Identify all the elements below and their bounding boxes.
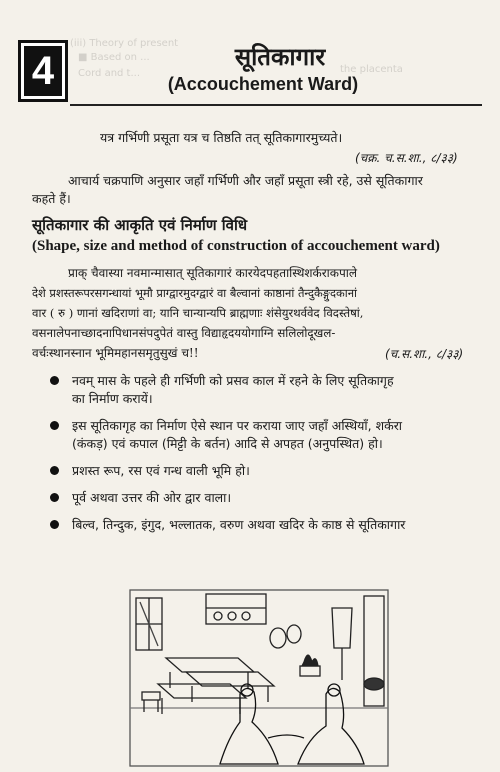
list-item: प्रशस्त रूप, रस एवं गन्ध वाली भूमि हो। — [50, 462, 480, 480]
section-heading-hindi: सूतिकागार की आकृति एवं निर्माण विधि — [32, 216, 248, 234]
verse-2-line: वर्चःस्थानस्नान भूमिमहानसमृतुसुखं च!! — [32, 346, 199, 360]
section-heading-english: (Shape, size and method of construction of accouchement ward) — [32, 238, 440, 254]
bullet-icon — [50, 493, 59, 502]
intro-paragraph-line: कहते हैं। — [32, 191, 71, 206]
bullet-icon — [50, 421, 59, 430]
list-item: पूर्व अथवा उत्तर की ओर द्वार वाला। — [50, 489, 480, 507]
verse-2-line: प्राक् चैवास्या नवमान्मासात् सूतिकागारं कारयेदपहतास्थिशर्कराकपाले — [68, 266, 358, 280]
verse-2-line: वार ( रु ) णानां खदिराणां वा; यानि चान्यान्यपि ब्राह्मणाः शंसेयुरथर्ववेद विदस्तेषां, — [32, 306, 364, 320]
bullet-icon — [50, 466, 59, 475]
chapter-title-hindi: सूतिकागार — [234, 42, 326, 71]
intro-paragraph-line: आचार्य चक्रपाणि अनुसार जहाँ गर्भिणी और जहाँ प्रसूता स्त्री रहे, उसे सूतिकागार — [68, 173, 423, 188]
accouchement-ward-illustration — [128, 588, 390, 768]
chapter-number-badge: 4 — [18, 40, 68, 102]
verse-2-reference: (च.स.शा., ८/३३) — [385, 347, 464, 361]
list-item: बिल्व, तिन्दुक, इंगुद, भल्लातक, वरुण अथवा खदिर के काष्ठ से सूतिकागार — [50, 516, 480, 534]
bullet-icon — [50, 520, 59, 529]
verse-1-text: यत्र गर्भिणी प्रसूता यत्र च तिष्ठति तत् सूतिकागारमुच्यते। — [100, 130, 343, 145]
bleed-through-text: (iii) Theory of present — [70, 38, 179, 49]
verse-1-reference: (चक्र. च.स.शा., ८/३३) — [355, 151, 458, 165]
bleed-through-text: ■ Based on ... — [78, 52, 150, 63]
list-item: इस सूतिकागृह का निर्माण ऐसे स्थान पर कराया जाए जहाँ अस्थियाँ, शर्करा (कंकड़) एवं कपाल (मिट्टी के बर्तन) आदि से अपहत (अनुपस्थित) हो। — [50, 417, 480, 453]
verse-2-line: वसनालेपनाच्छादनापिधानसंपदुपेतं वास्तु विद्याहृदययोगाग्नि सलिलोदूखल- — [32, 326, 336, 340]
list-item: नवम् मास के पहले ही गर्भिणी को प्रसव काल में रहने के लिए सूतिकागृह का निर्माण करायें। — [50, 372, 480, 408]
header-rule — [70, 104, 482, 106]
bullet-icon — [50, 376, 59, 385]
bullet-list — [50, 372, 480, 543]
verse-2-line: देशे प्रशस्तरूपरसगन्धायां भूमौ प्राग्द्वारमुदग्द्वारं वा बैल्वानां काष्ठानां तैन्दुकैङ्गुदकानां — [32, 286, 357, 300]
bleed-through-text: Cord and t... — [78, 68, 141, 79]
bleed-through-text: the placenta — [340, 64, 403, 75]
chapter-title-english: (Accouchement Ward) — [167, 74, 359, 94]
